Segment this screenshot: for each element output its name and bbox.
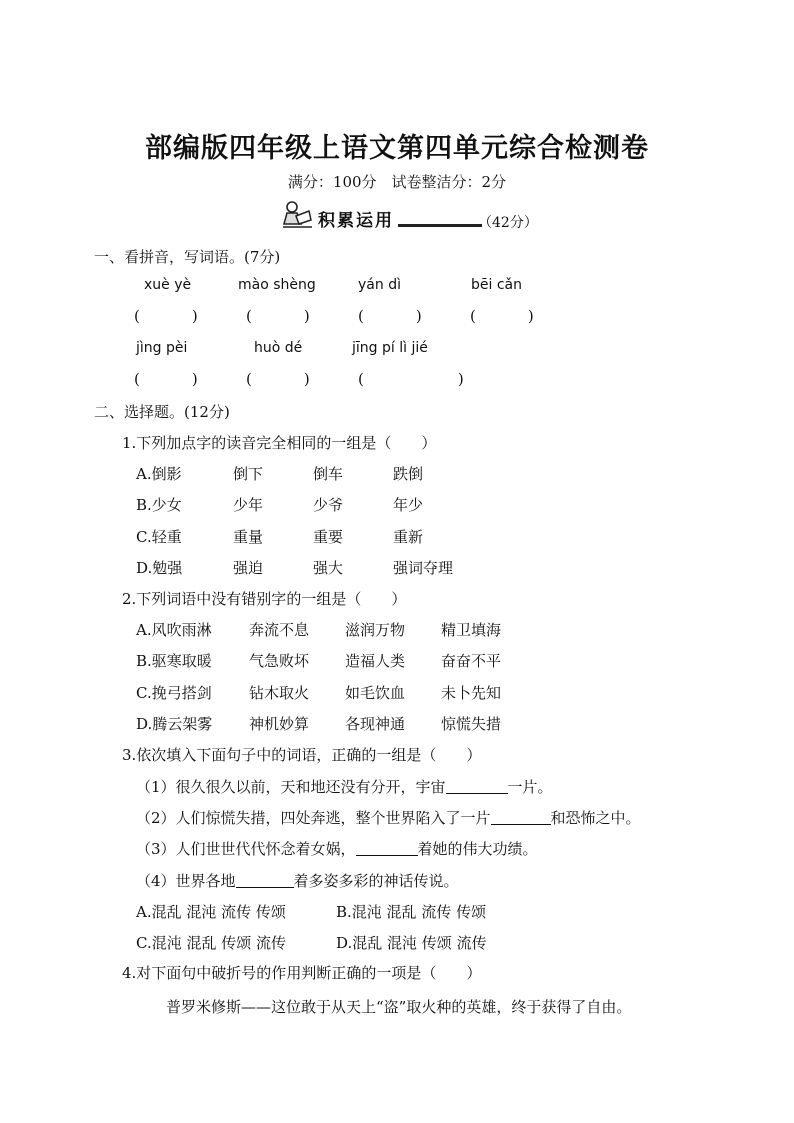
q2-1-option-c-word: 重新 (393, 528, 424, 546)
q2-2-option-b: B.驱寒取暖 (136, 652, 212, 670)
q2-1-option-b: B.少女 (136, 496, 182, 514)
reading-figure-icon (280, 200, 314, 230)
q2-2-option-a: A.风吹雨淋 (136, 621, 212, 639)
page-subtitle: 满分：100分 试卷整洁分：2分 (287, 173, 507, 191)
q2-1-option-b-word: 少年 (233, 496, 264, 514)
section-label: 积累运用 (318, 211, 394, 231)
pinyin-2: mào shèng (238, 277, 316, 293)
pinyin-6: huò dé (254, 340, 303, 356)
q2-1-option-d-word: 强词夺理 (393, 559, 454, 577)
q2-2-option-c-word: 如毛饮血 (345, 684, 406, 702)
q2-3-option-a: A.混乱 混沌 流传 传颂 (136, 903, 286, 921)
q2-1-option-b-word: 少爷 (313, 496, 344, 514)
q2-2-option-d-word: 各现神通 (345, 715, 406, 733)
q2-1-prompt: 1.下列加点字的读音完全相同的一组是（ ） (122, 434, 437, 452)
q2-2-option-b-word: 奋奋不平 (441, 652, 502, 670)
answer-box-6[interactable]: ( ) (246, 370, 310, 388)
q2-2-option-d-word: 惊慌失措 (441, 715, 502, 733)
q2-2-option-c-word: 未卜先知 (441, 684, 502, 702)
q2-3-option-b: B.混沌 混乱 流传 传颂 (336, 903, 487, 921)
q2-2-option-d: D.腾云架雾 (136, 715, 213, 733)
q2-4-sentence: 普罗米修斯——这位敢于从天上“盗”取火种的英雄，终于获得了自由。 (166, 998, 632, 1016)
q2-3-sentence-4: （4）世界各地 着多姿多彩的神话传说。 (136, 872, 459, 890)
answer-box-1[interactable]: ( ) (134, 307, 198, 325)
q1-heading: 一、看拼音，写词语。(7分) (94, 248, 281, 266)
q2-3-sentence-2: （2）人们惊慌失措，四处奔逃，整个世界陷入了一片 和恐怖之中。 (136, 809, 641, 827)
answer-box-2[interactable]: ( ) (246, 307, 310, 325)
q2-1-option-d-word: 强大 (313, 559, 344, 577)
q2-1-option-c-word: 重量 (233, 528, 264, 546)
page-title: 部编版四年级上语文第四单元综合检测卷 (145, 133, 649, 164)
section-banner (280, 200, 540, 234)
q2-1-option-d: D.勉强 (136, 559, 183, 577)
pinyin-3: yán dì (358, 277, 401, 293)
q2-2-option-b-word: 气急败坏 (249, 652, 310, 670)
fill-blank[interactable] (236, 871, 294, 888)
q2-1-option-a-word: 倒车 (313, 465, 344, 483)
fill-blank[interactable] (491, 808, 551, 825)
q2-1-option-c: C.轻重 (136, 528, 182, 546)
answer-box-3[interactable]: ( ) (358, 307, 422, 325)
answer-box-5[interactable]: ( ) (134, 370, 198, 388)
pinyin-5: jìng pèi (136, 340, 188, 356)
q2-2-option-c-word: 钻木取火 (249, 684, 310, 702)
q2-3-sentence-3: （3）人们世世代代怀念着女娲， 着她的伟大功绩。 (136, 840, 538, 858)
q2-1-option-b-word: 年少 (393, 496, 424, 514)
fill-blank[interactable] (356, 839, 418, 856)
q2-heading: 二、选择题。(12分) (94, 403, 230, 421)
fill-blank[interactable] (446, 777, 508, 794)
pinyin-4: bēi cǎn (471, 277, 522, 293)
section-score: （42分） (478, 215, 538, 231)
q2-1-option-d-word: 强迫 (233, 559, 264, 577)
q2-2-option-a-word: 奔流不息 (249, 621, 310, 639)
pinyin-1: xuè yè (144, 277, 192, 293)
q2-2-option-c: C.挽弓搭剑 (136, 684, 212, 702)
q2-3-sentence-1: （1）很久很久以前，天和地还没有分开，宇宙 一片。 (136, 778, 553, 796)
q2-1-option-a-word: 倒下 (233, 465, 264, 483)
answer-box-4[interactable]: ( ) (470, 307, 534, 325)
q2-2-option-d-word: 神机妙算 (249, 715, 310, 733)
q2-2-option-a-word: 精卫填海 (441, 621, 502, 639)
q2-1-option-c-word: 重要 (313, 528, 344, 546)
q2-2-option-b-word: 造福人类 (345, 652, 406, 670)
q2-3-option-c: C.混沌 混乱 传颂 流传 (136, 934, 287, 952)
answer-box-7[interactable]: ( ) (358, 370, 464, 388)
q2-3-option-d: D.混乱 混沌 传颂 流传 (336, 934, 487, 952)
q2-1-option-a-word: 跌倒 (393, 465, 424, 483)
section-underline (398, 224, 482, 227)
pinyin-7: jīng pí lì jié (352, 340, 428, 356)
q2-4-prompt: 4.对下面句中破折号的作用判断正确的一项是（ ） (122, 964, 482, 982)
q2-1-option-a: A.倒影 (136, 465, 182, 483)
q2-2-option-a-word: 滋润万物 (345, 621, 406, 639)
q2-3-prompt: 3.依次填入下面句子中的词语，正确的一组是（ ） (122, 746, 482, 764)
q2-2-prompt: 2.下列词语中没有错别字的一组是（ ） (122, 590, 407, 608)
